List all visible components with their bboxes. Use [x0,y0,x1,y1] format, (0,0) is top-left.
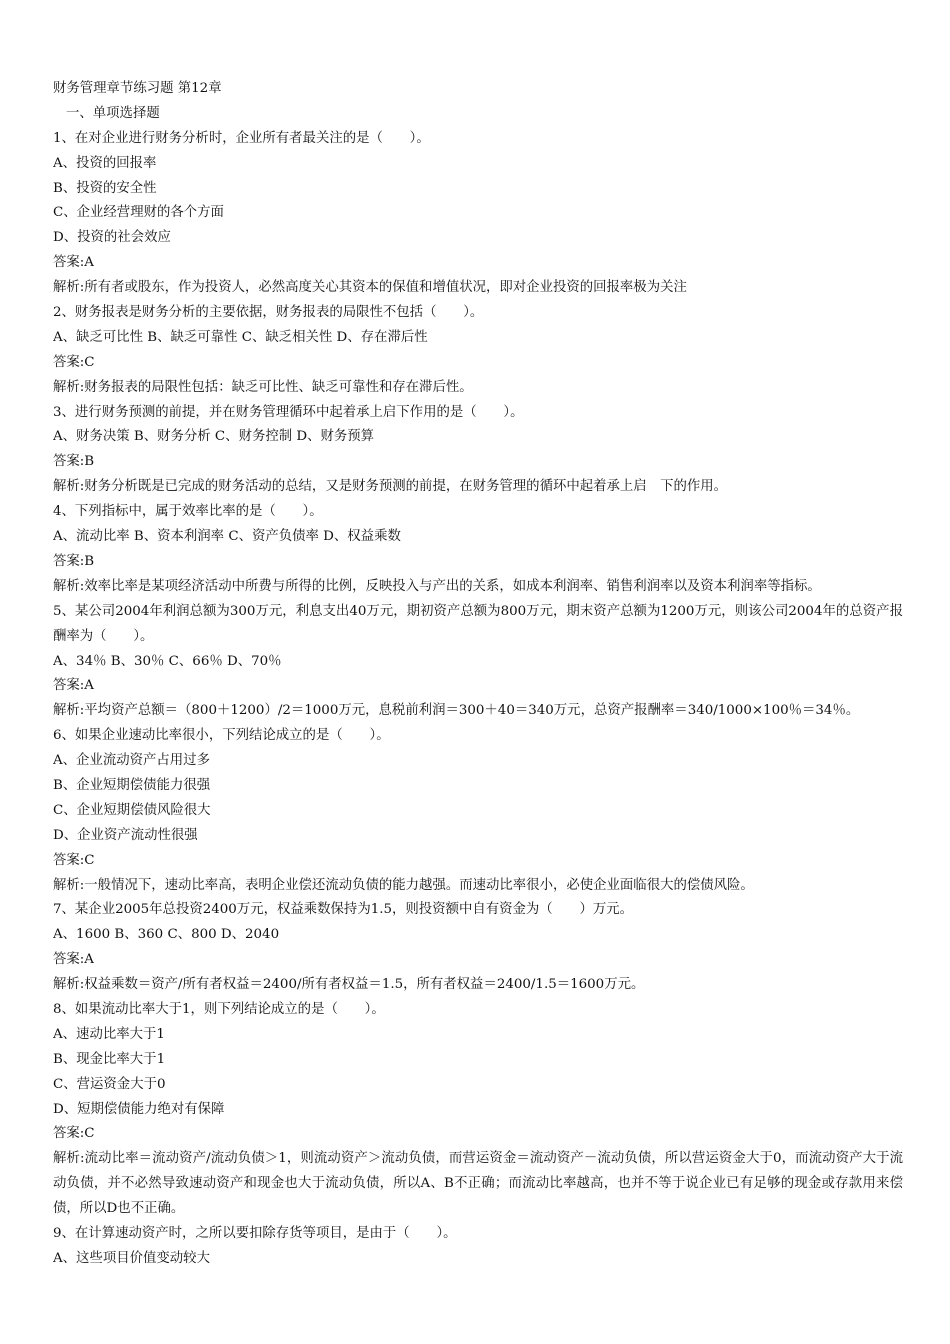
question-stem: 7、某企业2005年总投资2400万元，权益乘数保持为1.5，则投资额中自有资金为（ ）万元。 [53,902,634,918]
option-c: C、营运资金大于0 [53,1076,166,1092]
document-title: 财务管理章节练习题 第12章 [53,81,222,96]
question-4 [53,500,903,600]
option-d: D、投资的社会效应 [53,230,171,246]
options-line: A、34％ B、30％ C、66％ D、70％ [53,653,282,669]
analysis: 解析:财务分析既是已完成的财务活动的总结，又是财务预测的前提，在财务管理的循环中起着承上启 下的作用。 [53,479,728,495]
question-stem: 2、财务报表是财务分析的主要依据，财务报表的局限性不包括（ ）。 [53,305,484,321]
section-heading: 一、单项选择题 [66,105,160,121]
question-stem: 5、某公司2004年利润总额为300万元，利息支出40万元，期初资产总额为800万元，期末资产总额为1200万元，则该公司2004年的总资产报酬率为（ ）。 [53,603,903,644]
question-2 [53,301,903,401]
answer: 答案:B [53,553,95,569]
analysis: 解析:效率比率是某项经济活动中所费与所得的比例，反映投入与产出的关系，如成本利润率、销售利润率以及资本利润率等指标。 [53,578,821,594]
question-5 [53,600,903,724]
analysis: 解析:平均资产总额＝（800＋1200）/2＝1000万元，息税前利润＝300＋40＝340万元，总资产报酬率＝340/1000×100％＝34％。 [53,703,860,719]
question-stem: 8、如果流动比率大于1，则下列结论成立的是（ ）。 [53,1001,385,1017]
answer: 答案:C [53,852,95,868]
option-d: D、短期偿债能力绝对有保障 [53,1101,225,1117]
analysis: 解析:流动比率＝流动资产/流动负债＞1，则流动资产＞流动负债，而营运资金＝流动资产－流动负债，所以营运资金大于0，而流动资产大于流动负债，并不必然导致速动资产和现金也大于流动负债，所以A、B不正确；而流动比率越高，也并不等于说企业已有足够的现金或存款用来偿债，所以D也不正确。 [53,1151,903,1217]
analysis: 解析:权益乘数＝资产/所有者权益＝2400/所有者权益＝1.5，所有者权益＝2400/1.5＝1600万元。 [53,977,645,993]
question-1 [53,127,903,301]
question-stem: 6、如果企业速动比率很小，下列结论成立的是（ ）。 [53,728,390,744]
analysis: 解析:一般情况下，速动比率高，表明企业偿还流动负债的能力越强。而速动比率很小，必使企业面临很大的偿债风险。 [53,877,754,893]
analysis: 解析:财务报表的局限性包括：缺乏可比性、缺乏可靠性和存在滞后性。 [53,379,473,395]
options-line: A、财务决策 B、财务分析 C、财务控制 D、财务预算 [53,429,375,445]
question-9 [53,1222,903,1272]
option-c: C、企业经营理财的各个方面 [53,205,224,221]
question-6 [53,724,903,898]
answer: 答案:A [53,255,94,271]
question-7 [53,898,903,998]
options-line: A、缺乏可比性 B、缺乏可靠性 C、缺乏相关性 D、存在滞后性 [53,329,428,345]
question-3 [53,401,903,501]
analysis: 解析:所有者或股东，作为投资人，必然高度关心其资本的保值和增值状况，即对企业投资的回报率极为关注 [53,280,687,296]
question-stem: 1、在对企业进行财务分析时，企业所有者最关注的是（ ）。 [53,130,430,146]
question-stem: 3、进行财务预测的前提，并在财务管理循环中起着承上启下作用的是（ ）。 [53,404,524,420]
question-stem: 4、下列指标中，属于效率比率的是（ ）。 [53,504,323,520]
answer: 答案:A [53,678,94,694]
answer: 答案:B [53,454,95,470]
document-page [53,77,903,1272]
options-line: A、1600 B、360 C、800 D、2040 [53,927,280,943]
option-b: B、企业短期偿债能力很强 [53,777,211,793]
options-line: A、流动比率 B、资本利润率 C、资产负债率 D、权益乘数 [53,529,401,545]
question-stem: 9、在计算速动资产时，之所以要扣除存货等项目，是由于（ ）。 [53,1226,457,1242]
option-a: A、投资的回报率 [53,155,157,171]
option-a: A、这些项目价值变动较大 [53,1250,210,1266]
option-b: B、投资的安全性 [53,180,157,196]
option-a: A、速动比率大于1 [53,1026,165,1042]
option-b: B、现金比率大于1 [53,1051,166,1067]
answer: 答案:C [53,1126,95,1142]
answer: 答案:A [53,952,94,968]
option-c: C、企业短期偿债风险很大 [53,802,211,818]
option-a: A、企业流动资产占用过多 [53,753,210,769]
question-8 [53,998,903,1222]
option-d: D、企业资产流动性很强 [53,827,198,843]
answer: 答案:C [53,354,95,370]
